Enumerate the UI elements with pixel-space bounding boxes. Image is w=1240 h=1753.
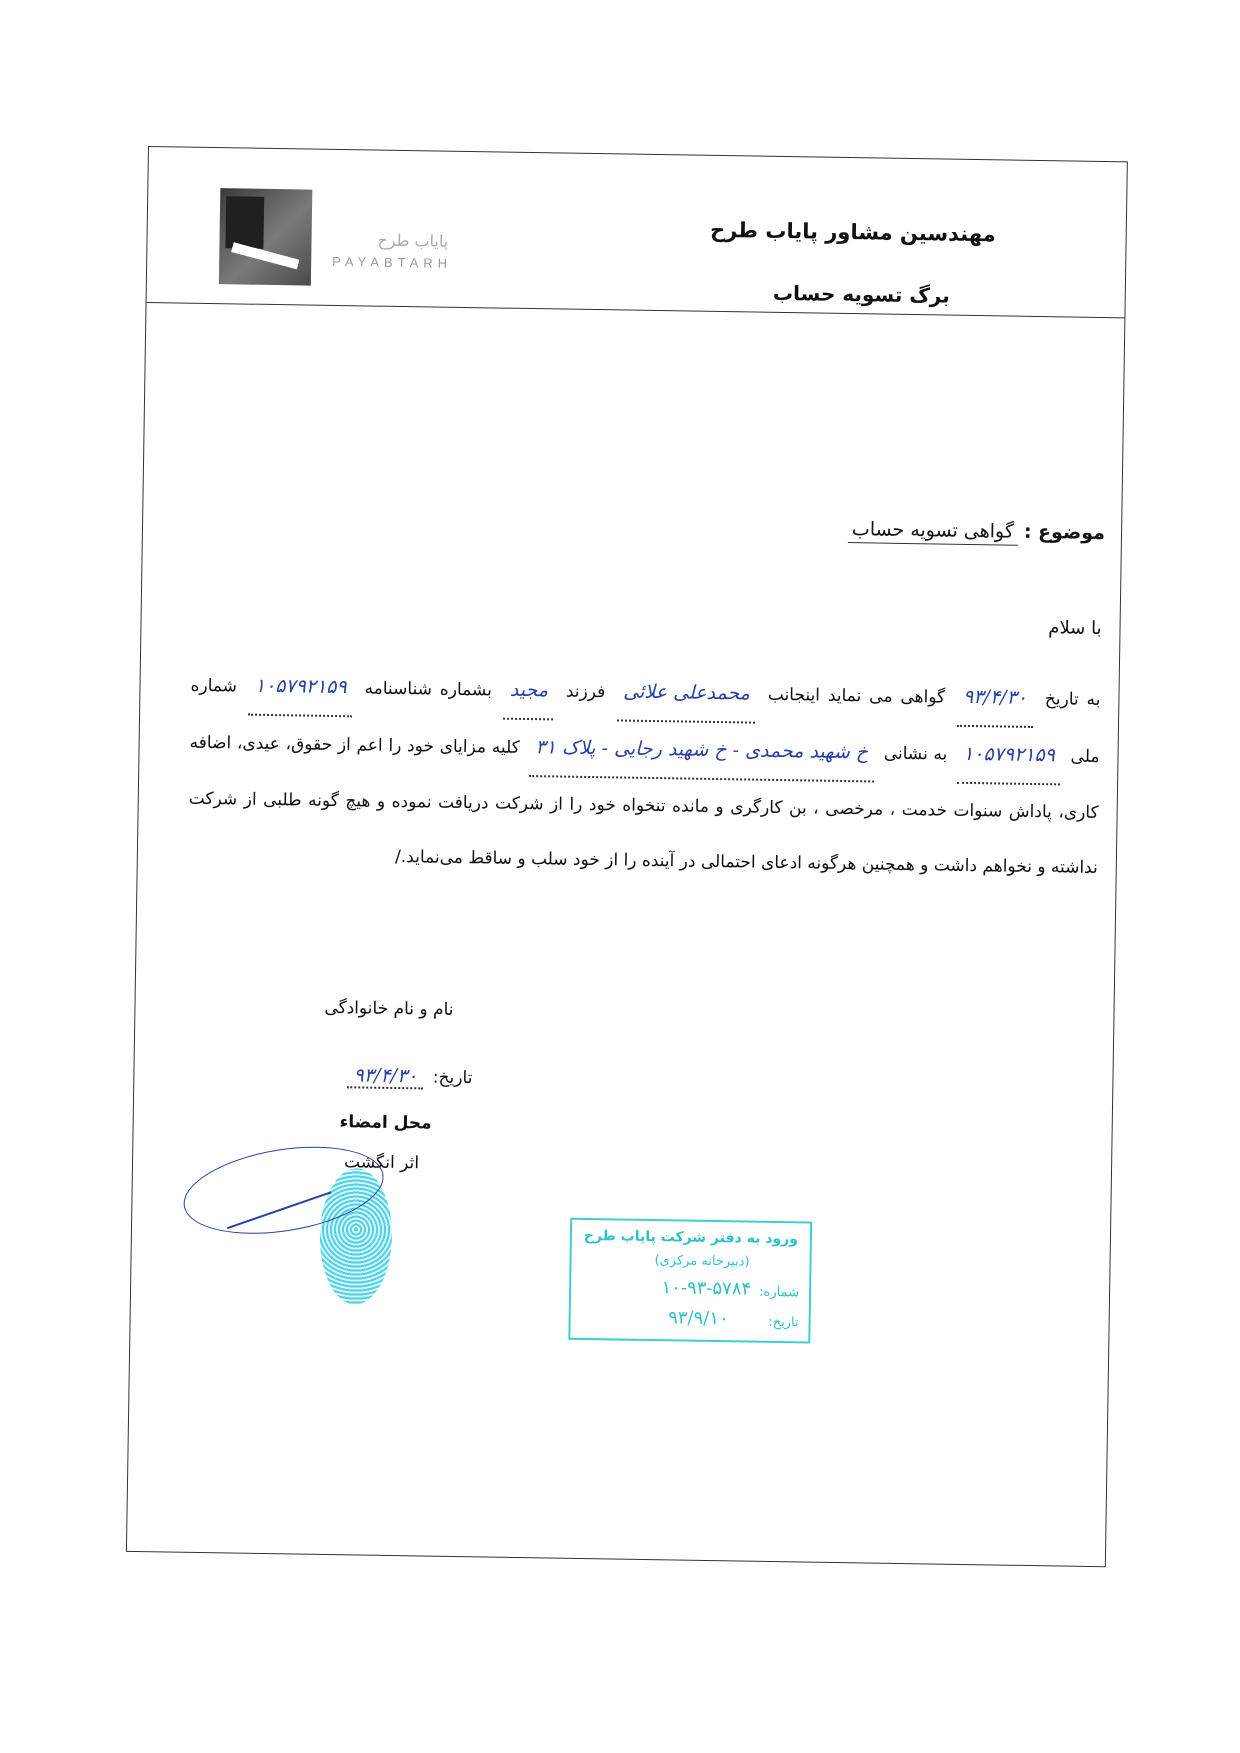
- signature-date-value: ۹۳/۴/۳۰: [347, 1064, 423, 1089]
- form-title: برگ تسویه حساب: [772, 280, 950, 308]
- stamp-date-value: ۹۳/۹/۱۰: [668, 1307, 729, 1330]
- fingerprint-label: اثر انگشت: [343, 1152, 420, 1174]
- company-logo-mark: [219, 188, 312, 285]
- subject-label: موضوع :: [1023, 520, 1106, 545]
- id-number-field: ۱۰۵۷۹۲۱۵۹: [248, 659, 353, 718]
- header-divider: [147, 302, 1125, 318]
- body-text-certifies: گواهی می نماید اینجانب: [767, 684, 946, 708]
- stamp-date-label: تاریخ:: [768, 1314, 799, 1331]
- registry-stamp: [568, 1218, 812, 1344]
- body-text-clause: کلیه مزایای خود را اعم از حقوق، عیدی، اضافه کاری، پاداش سنوات خدمت ، مرخصی ، بن کارگری و مانده تنخواه خود را از شرکت دریافت نموده و هیچ گونه طلبی از شرکت نداشته و نخواهم داشت و همچنین هرگونه ادعای احتمالی در آینده را از خود سلب و ساقط می‌نماید./: [188, 732, 1099, 879]
- stamp-title: ورود به دفتر شرکت پایاب طرح: [583, 1227, 799, 1248]
- body-text-id-label: بشماره شناسنامه: [364, 678, 493, 701]
- body-text-child-of: فرزند: [565, 681, 606, 703]
- body-text-national-id-label: شماره ملی: [190, 675, 1100, 768]
- national-id-field: ۱۰۵۷۹۲۱۵۹: [957, 727, 1062, 786]
- signature-date: [343, 1064, 472, 1090]
- logo-english-text: PAYABTARH: [332, 253, 453, 271]
- subject-line: [848, 518, 1105, 544]
- father-name-field: مجید: [503, 663, 554, 721]
- certificate-body: [187, 658, 1100, 896]
- date-field: ۹۳/۴/۳۰: [957, 670, 1034, 728]
- stamp-number-value: ۱۰-۹۳-۵۷۸۴: [661, 1277, 752, 1300]
- signature-place-label: محل امضاء: [339, 1112, 432, 1134]
- full-name-label: نام و نام خانوادگی: [324, 997, 454, 1020]
- signature-date-label: تاریخ:: [432, 1067, 473, 1089]
- employee-name-field: محمدعلی علائی: [617, 664, 757, 723]
- greeting: با سلام: [1048, 617, 1102, 640]
- stamp-number-label: شماره:: [759, 1284, 800, 1301]
- subject-value: گواهی تسویه حساب: [848, 518, 1018, 546]
- company-name: مهندسین مشاور پایاب طرح: [709, 217, 996, 247]
- address-field: خ شهید محمدی - خ شهید رجایی - پلاک ۳۱: [529, 720, 875, 782]
- body-text-date-intro: به تاریخ: [1044, 689, 1101, 711]
- stamp-subtitle: (دبیرخانه مرکزی): [654, 1253, 750, 1270]
- document-frame: [126, 146, 1128, 1567]
- logo-persian-text: پایاب طرح: [377, 230, 449, 251]
- body-text-address-label: به نشانی: [883, 743, 948, 765]
